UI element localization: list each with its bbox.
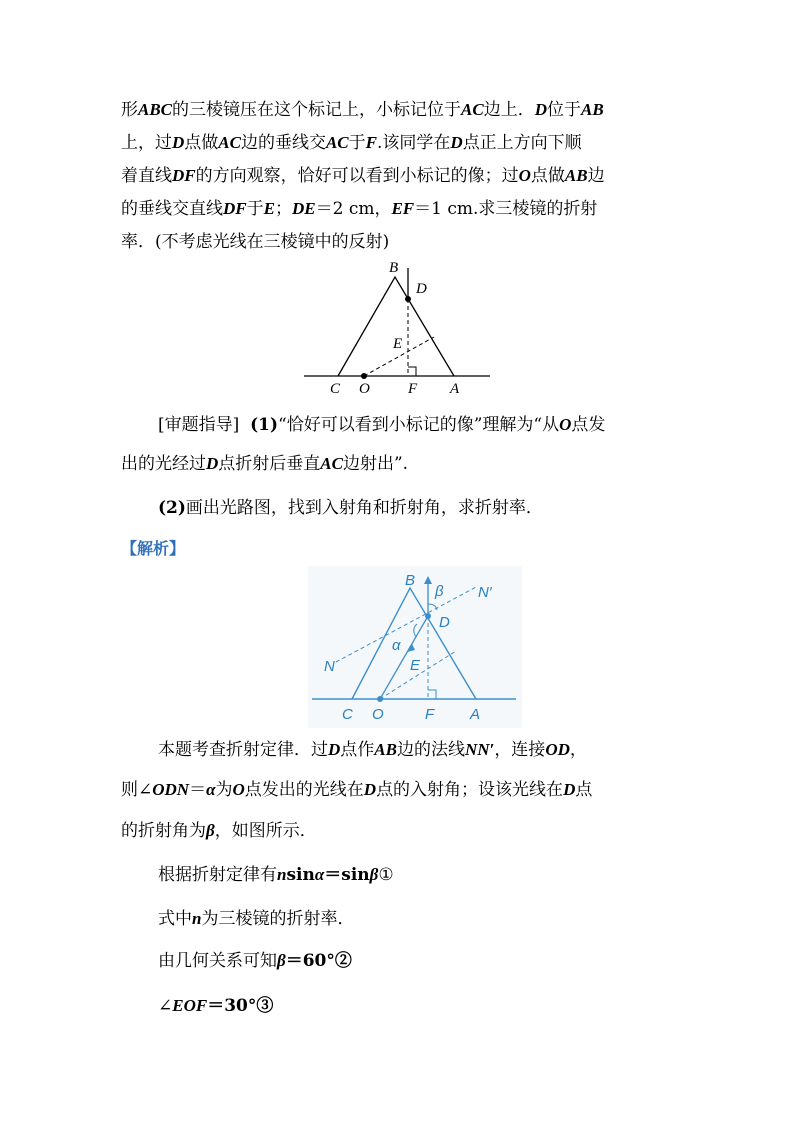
text: 式中 (158, 909, 192, 929)
symbol: AB (564, 166, 588, 185)
symbol: EOF (172, 996, 208, 1015)
symbol: α (206, 780, 216, 799)
symbol: D (363, 780, 377, 799)
text: 上，过 (121, 133, 172, 153)
text: 点发出的光线在 (244, 780, 364, 800)
text: ； (274, 199, 292, 219)
symbol: EF (391, 199, 415, 218)
label-a: A (470, 706, 481, 723)
label-e: E (393, 336, 403, 352)
text: (1) (250, 415, 278, 435)
symbol: AB (374, 740, 397, 759)
text: ＝30°③ (207, 996, 274, 1016)
symbol: DF (223, 199, 247, 218)
symbol: AC (461, 100, 484, 119)
label-n: N (324, 658, 335, 675)
text: 于 (348, 133, 366, 153)
right-angle-mark (408, 367, 416, 376)
problem-line-2 (121, 131, 582, 155)
label-b: B (405, 572, 416, 589)
point-o (377, 696, 383, 702)
point-d (425, 613, 431, 619)
text: 点发 (571, 415, 606, 435)
text: 本题考查折射定律．过 (158, 740, 328, 760)
text: 则∠ (121, 780, 153, 800)
text: .该同学在 (377, 133, 451, 153)
text: ＝1 cm.求三棱镜的折射 (414, 199, 598, 219)
symbol: E (263, 199, 275, 218)
text: 点做 (530, 166, 565, 186)
label-d: D (439, 614, 450, 631)
symbol: D (206, 454, 219, 473)
problem-line-3 (121, 164, 605, 188)
text: 为三棱镜的折射率． (201, 909, 355, 929)
text: 点正上方向下顺 (462, 133, 582, 153)
text: 点作 (340, 740, 375, 760)
problem-line-4 (121, 197, 597, 221)
text: 点的入射角；设该光线在 (376, 780, 564, 800)
text: 由几何关系可知 (158, 951, 277, 971)
symbol: ODN (152, 780, 190, 799)
symbol: D (450, 133, 463, 152)
solution-line-1 (158, 738, 587, 762)
text: 点 (575, 780, 593, 800)
text: 位于 (547, 100, 581, 120)
text: 着直线 (121, 166, 172, 186)
problem-line-5 (121, 230, 389, 254)
symbol: α (314, 865, 325, 884)
text: ∠ (158, 996, 173, 1016)
text: ，如图所示． (214, 821, 317, 841)
point-o (361, 373, 367, 379)
solution-line-7 (158, 994, 273, 1018)
symbol: NN′ (464, 740, 495, 759)
text: ＝60°② (285, 951, 352, 971)
text: 根据折射定律有 (158, 865, 277, 885)
symbol: D (534, 100, 547, 119)
text: 画出光路图，找到入射角和折射角，求折射率． (185, 498, 543, 518)
symbol: ABC (138, 100, 173, 119)
text: ＝ (189, 780, 207, 800)
triangle (338, 277, 454, 376)
text: 边的垂线交 (240, 133, 326, 153)
symbol: AC (320, 454, 343, 473)
text: 于 (246, 199, 264, 219)
guide-line-3 (158, 496, 543, 520)
symbol: DF (172, 166, 196, 185)
symbol: O (559, 415, 572, 434)
solution-line-4 (158, 863, 394, 887)
symbol: O (518, 166, 531, 185)
label-f: F (425, 706, 435, 723)
prism-figure-2 (308, 566, 522, 728)
label-f: F (408, 381, 418, 397)
text: 的折射角为 (121, 821, 206, 841)
label-c: C (342, 706, 353, 723)
label-o: O (372, 706, 384, 723)
guide-line-1 (158, 413, 605, 437)
label-o: O (359, 381, 370, 397)
text: sin (286, 865, 315, 885)
label-beta: β (435, 583, 444, 600)
label-c: C (330, 381, 341, 397)
symbol: D (328, 740, 341, 759)
label-a: A (450, 381, 460, 397)
text: ，连接 (494, 740, 546, 760)
symbol: AC (218, 133, 241, 152)
point-d (405, 296, 411, 302)
symbol: n (277, 865, 287, 884)
solution-line-3 (121, 819, 317, 843)
text: 的垂线交直线 (121, 199, 223, 219)
label-alpha: α (392, 637, 401, 654)
guide-tag: [审题指导] (158, 415, 240, 435)
text: “恰好可以看到小标记的像”理解为“从 (278, 415, 560, 435)
text: 形 (121, 100, 138, 120)
solution-line-2 (121, 778, 592, 802)
text: 点做 (184, 133, 219, 153)
text: 率．(不考虑光线在三棱镜中的反射) (121, 232, 390, 252)
prism-figure-1 (300, 255, 495, 400)
symbol: β (206, 821, 215, 840)
symbol: DE (291, 199, 316, 218)
text: 边射出”. (342, 454, 409, 474)
symbol: AB (581, 100, 604, 119)
text: 边的法线 (396, 740, 465, 760)
text: ＝sin (324, 865, 370, 885)
symbol: OD (545, 740, 570, 759)
symbol: O (232, 780, 245, 799)
label-e: E (410, 657, 421, 674)
label-n-prime: N′ (478, 584, 492, 601)
label-b: B (389, 260, 399, 276)
symbol: β (369, 865, 379, 884)
text: 为 (215, 780, 233, 800)
text: 的方向观察，恰好可以看到小标记的像；过 (195, 166, 519, 186)
label-d: D (416, 281, 427, 297)
symbol: AC (325, 133, 349, 152)
text: 边 (587, 166, 605, 186)
text: ① (378, 865, 394, 885)
text: (2) (158, 498, 186, 518)
text: ＝2 cm， (315, 199, 392, 219)
text: 点折射后垂直 (218, 454, 321, 474)
text: 出的光经过 (121, 454, 206, 474)
problem-line-1 (121, 98, 604, 122)
guide-line-2 (121, 452, 408, 476)
symbol: D (172, 133, 185, 152)
symbol: F (365, 133, 377, 152)
analysis-heading: 【解析】 (121, 539, 186, 558)
symbol: D (563, 780, 576, 799)
symbol: n (192, 909, 202, 928)
text: 边上． (483, 100, 535, 120)
symbol: β (277, 951, 286, 970)
solution-line-6 (158, 949, 352, 973)
solution-line-5 (158, 907, 354, 931)
text: ， (569, 740, 587, 760)
text: 的三棱镜压在这个标记上，小标记位于 (172, 100, 462, 120)
